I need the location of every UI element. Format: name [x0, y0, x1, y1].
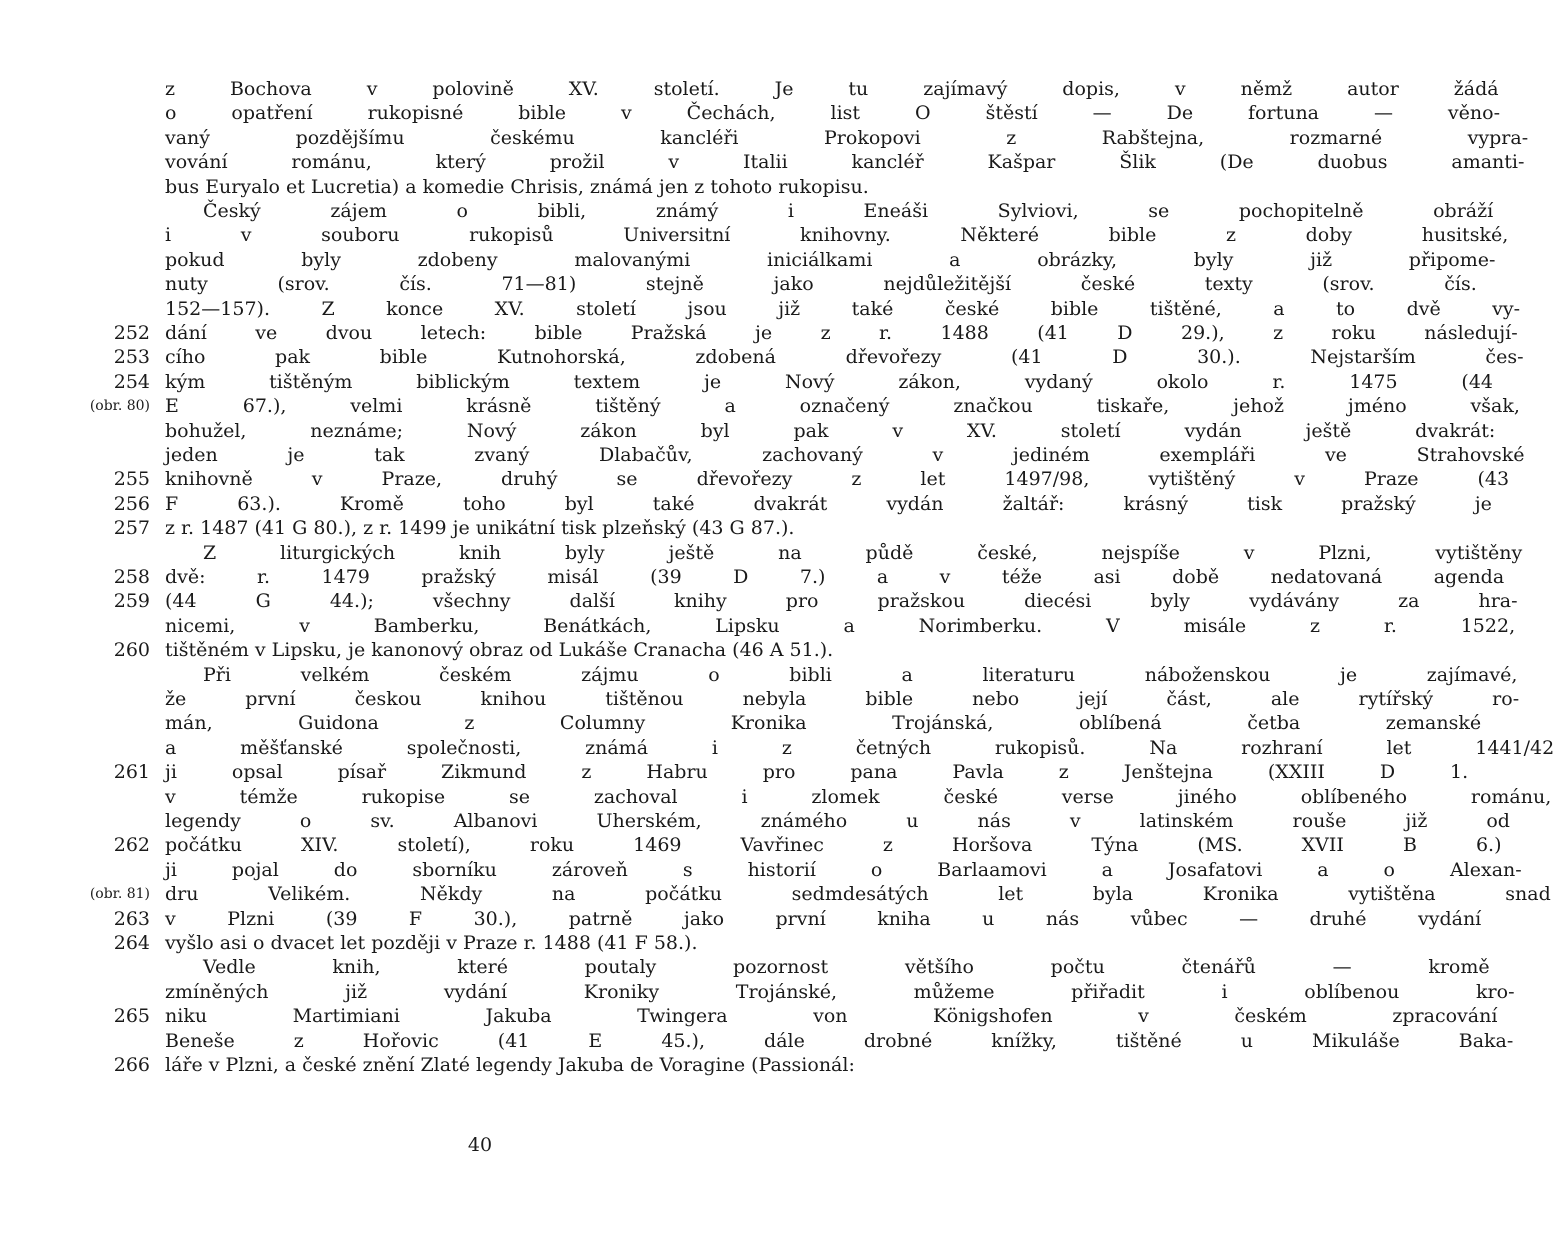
text-line-content: bohužel, neznáme; Nový zákon byl pak v XV. století vydán ještě dvakrát:: [165, 419, 1496, 442]
margin-number: (obr. 80): [89, 398, 150, 415]
margin-number: 253: [113, 346, 150, 369]
text-line-content: počátku XIV. století), roku 1469 Vavřinec z Horšova Týna (MS. XVII B 6.): [165, 834, 1502, 857]
text-line-content: niku Martimiani Jakuba Twingera von Königshofen v českém zpracování: [165, 1005, 1498, 1028]
text-line: [165, 589, 1518, 613]
text-line-content: pokud byly zdobeny malovanými iniciálkami a obrázky, byly již připome-: [165, 248, 1496, 271]
text-line: [165, 980, 1515, 1004]
margin-number: 258: [113, 566, 150, 588]
margin-number: 266: [113, 1054, 150, 1076]
text-line: [165, 492, 1492, 516]
text-line: [165, 370, 1494, 394]
text-line: [165, 931, 801, 955]
text-line-content: láře v Plzni, a české znění Zlaté legendy Jakuba de Voragine (Passionál:: [165, 1054, 855, 1076]
text-line-content: F 63.). Kromě toho byl také dvakrát vydán žaltář: krásný tisk pražský je: [165, 492, 1492, 515]
text-line-content: Český zájem o bibli, známý i Eneáši Sylviovi, se pochopitelně obráží: [203, 200, 1494, 222]
text-line: [165, 663, 1518, 687]
text-line-content: legendy o sv. Albanovi Uherském, známého u nás v latinském rouše již od: [165, 810, 1510, 832]
margin-number: 261: [113, 761, 150, 784]
text-line-content: ji pojal do sborníku zároveň s historií o Barlaamovi a Josafatovi a o Alexan-: [165, 858, 1522, 881]
text-line: [165, 687, 1520, 711]
text-line-content: knihovně v Praze, druhý se dřevořezy z let 1497/98, vytištěný v Praze (43: [165, 468, 1510, 491]
text-line-content: nuty (srov. čís. 71—81) stejně jako nejdůležitější české texty (srov. čís.: [165, 273, 1477, 296]
margin-number: 254: [113, 370, 150, 393]
text-line-content: tištěném v Lipsku, je kanonový obraz od Lukáše Cranacha (46 A 51.).: [165, 639, 834, 662]
margin-number: 262: [113, 834, 150, 857]
text-line: [165, 175, 869, 199]
text-line: [165, 77, 1499, 101]
text-line-content: E 67.), velmi krásně tištěný a označený značkou tiskaře, jehož jméno však,: [165, 395, 1520, 418]
text-line: [165, 467, 1510, 491]
text-line-content: mán, Guidona z Columny Kronika Trojánská, oblíbená četba zemanské: [165, 712, 1482, 735]
text-line: [165, 541, 1523, 565]
text-line-content: cího pak bible Kutnohorská, zdobená dřevořezy (41 D 30.). Nejstarším čes-: [165, 346, 1524, 369]
text-line-content: dvě: r. 1479 pražský misál (39 D 7.) a v téže asi době nedatovaná agenda: [165, 566, 1505, 588]
text-line-content: Z liturgických knih byly ještě na půdě české, nejspíše v Plzni, vytištěny: [203, 541, 1523, 564]
text-line-content: (44 G 44.); všechny další knihy pro pražskou diecési byly vydávány za hra-: [165, 590, 1518, 613]
text-line: [165, 858, 1522, 882]
text-line: [165, 248, 1496, 272]
text-line: [165, 809, 1510, 833]
text-line: [165, 297, 1521, 321]
text-line: [165, 126, 1529, 150]
text-line: [165, 345, 1524, 369]
text-line: [165, 614, 1516, 638]
text-line: [165, 785, 1552, 809]
text-line-content: a měšťanské společnosti, známá i z četných rukopisů. Na rozhraní let 1441/42: [165, 736, 1554, 759]
margin-number: 260: [113, 639, 150, 662]
text-line: [165, 1029, 1514, 1053]
text-line: [165, 443, 1525, 467]
text-line: [165, 516, 801, 540]
text-line-content: o opatření rukopisné bible v Čechách, list O štěstí — De fortuna — věno-: [165, 102, 1501, 125]
text-line: [165, 907, 1482, 931]
margin-number: 255: [113, 468, 150, 491]
text-line: [165, 199, 1494, 223]
text-line-content: i v souboru rukopisů Universitní knihovny. Některé bible z doby husitské,: [165, 224, 1509, 247]
text-line-content: že první českou knihou tištěnou nebyla bible nebo její část, ale rytířský ro-: [165, 688, 1520, 710]
margin-number: (obr. 81): [89, 886, 150, 903]
text-line: [165, 272, 1477, 296]
text-line-content: zmíněných již vydání Kroniky Trojánské, můžeme přiřadit i oblíbenou kro-: [165, 980, 1515, 1003]
text-line-content: dru Velikém. Někdy na počátku sedmdesátých let byla Kronika vytištěna snad: [165, 883, 1551, 906]
text-line: [165, 760, 1469, 784]
margin-number: 252: [113, 322, 150, 344]
text-line-content: vaný pozdějšímu českému kancléři Prokopovi z Rabštejna, rozmarné vypra-: [165, 126, 1529, 149]
margin-number: 257: [113, 517, 150, 540]
text-line: [165, 394, 1520, 418]
text-line-content: dání ve dvou letech: bible Pražská je z r. 1488 (41 D 29.), z roku následují-: [165, 322, 1518, 344]
text-line: [165, 565, 1505, 589]
text-line: [165, 101, 1501, 125]
text-line-content: nicemi, v Bamberku, Benátkách, Lipsku a Norimberku. V misále z r. 1522,: [165, 614, 1516, 637]
text-line-content: v Plzni (39 F 30.), patrně jako první kniha u nás vůbec — druhé vydání: [165, 907, 1482, 930]
text-line-content: v témže rukopise se zachoval i zlomek české verse jiného oblíbeného románu,: [165, 785, 1552, 808]
page-number: 40: [467, 1134, 493, 1156]
text-line: [165, 955, 1490, 979]
text-line: [165, 711, 1482, 735]
text-line: [165, 321, 1518, 345]
margin-number: 265: [113, 1005, 150, 1028]
margin-number: 263: [113, 907, 150, 930]
margin-number: 264: [113, 932, 150, 954]
text-line-content: 152—157). Z konce XV. století jsou již také české bible tištěné, a to dvě vy-: [165, 297, 1521, 320]
text-line: [165, 150, 1525, 174]
text-line-content: bus Euryalo et Lucretia) a komedie Chrisis, známá jen z tohoto rukopisu.: [165, 175, 869, 198]
text-line-content: z Bochova v polovině XV. století. Je tu zajímavý dopis, v němž autor žádá: [165, 78, 1499, 100]
text-line: [165, 1053, 855, 1077]
text-line-content: ji opsal písař Zikmund z Habru pro pana Pavla z Jenštejna (XXIII D 1.: [165, 761, 1469, 784]
text-line-content: Vedle knih, které poutaly pozornost většího počtu čtenářů — kromě: [203, 956, 1490, 979]
text-line: [165, 736, 1554, 760]
text-line: [165, 419, 1496, 443]
text-line-content: kým tištěným biblickým textem je Nový zákon, vydaný okolo r. 1475 (44: [165, 370, 1494, 393]
text-line-content: vyšlo asi o dvacet let později v Praze r. 1488 (41 F 58.).: [165, 932, 698, 954]
text-line-content: Při velkém českém zájmu o bibli a literaturu náboženskou je zajímavé,: [203, 663, 1518, 686]
text-line: [165, 882, 1551, 906]
text-line: [165, 833, 1502, 857]
text-line-content: z r. 1487 (41 G 80.), z r. 1499 je unikátní tisk plzeňský (43 G 87.).: [165, 517, 795, 540]
text-line: [165, 638, 834, 662]
text-line-content: jeden je tak zvaný Dlabačův, zachovaný v jediném exempláři ve Strahovské: [165, 444, 1525, 466]
text-line-content: Beneše z Hořovic (41 E 45.), dále drobné knížky, tištěné u Mikuláše Baka-: [165, 1029, 1514, 1052]
text-line: [165, 223, 1509, 247]
text-line-content: vování románu, který prožil v Italii kancléř Kašpar Šlik (De duobus amanti-: [165, 151, 1525, 174]
text-line: [165, 1004, 1498, 1028]
margin-number: 259: [113, 590, 150, 613]
margin-number: 256: [113, 492, 150, 515]
